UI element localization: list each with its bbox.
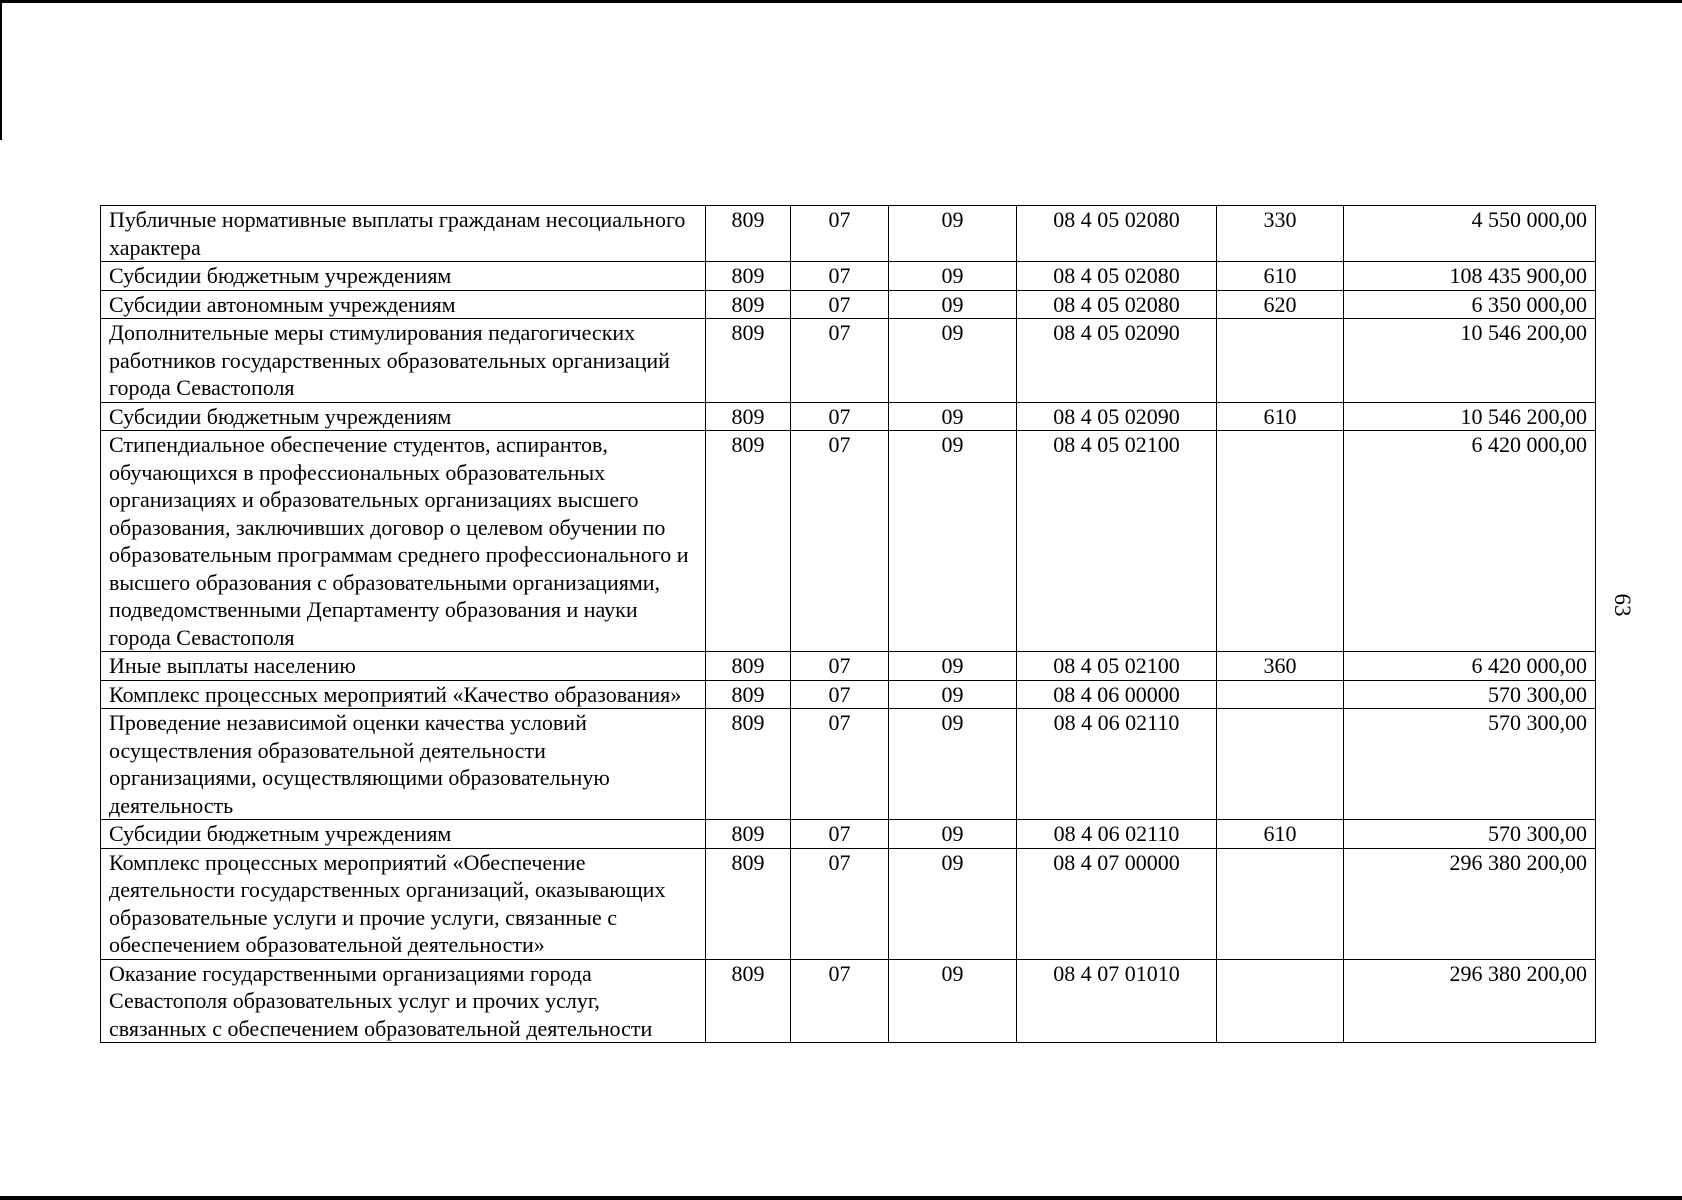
page-number: 63 (1610, 593, 1635, 617)
section-code-cell: 07 (791, 431, 889, 652)
target-article-cell: 08 4 06 02110 (1017, 709, 1217, 820)
subsection-code-cell: 09 (889, 431, 1017, 652)
expense-name-cell: Субсидии бюджетным учреждениям (101, 262, 706, 291)
expense-name-cell: Субсидии автономным учреждениям (101, 290, 706, 319)
expense-type-cell (1217, 848, 1344, 959)
expense-name-cell: Стипендиальное обеспечение студентов, аспирантов, обучающихся в профессиональных образовательных организациях и образовательных организациях высшего образования, заключивших договор о целевом обучении по образовательным программам среднего профессионального и высшего образования с образовательными организациями, подведомственными Департаменту образования и науки города Севастополя (101, 431, 706, 652)
expense-name-cell: Публичные нормативные выплаты гражданам несоциального характера (101, 206, 706, 262)
amount-cell: 6 350 000,00 (1344, 290, 1596, 319)
expense-type-cell: 620 (1217, 290, 1344, 319)
target-article-cell: 08 4 05 02090 (1017, 402, 1217, 431)
expense-type-cell: 330 (1217, 206, 1344, 262)
section-code-cell: 07 (791, 652, 889, 681)
grbs-code-cell: 809 (706, 848, 791, 959)
target-article-cell: 08 4 06 00000 (1017, 680, 1217, 709)
section-code-cell: 07 (791, 959, 889, 1043)
subsection-code-cell: 09 (889, 402, 1017, 431)
section-code-cell: 07 (791, 206, 889, 262)
expense-name-cell: Иные выплаты населению (101, 652, 706, 681)
grbs-code-cell: 809 (706, 431, 791, 652)
target-article-cell: 08 4 05 02080 (1017, 262, 1217, 291)
amount-cell: 10 546 200,00 (1344, 402, 1596, 431)
amount-cell: 296 380 200,00 (1344, 959, 1596, 1043)
table-row (101, 959, 1596, 1043)
expense-type-cell: 360 (1217, 652, 1344, 681)
table-row (101, 820, 1596, 849)
table-row (101, 431, 1596, 652)
expense-type-cell: 610 (1217, 820, 1344, 849)
grbs-code-cell: 809 (706, 680, 791, 709)
expense-type-cell (1217, 319, 1344, 403)
section-code-cell: 07 (791, 262, 889, 291)
section-code-cell: 07 (791, 319, 889, 403)
table-row (101, 262, 1596, 291)
expense-type-cell (1217, 680, 1344, 709)
expense-type-cell: 610 (1217, 262, 1344, 291)
expense-name-cell: Комплекс процессных мероприятий «Обеспечение деятельности государственных организаций, оказывающих образовательные услуги и прочие услуги, связанные с обеспечением образовательной деятельности» (101, 848, 706, 959)
section-code-cell: 07 (791, 848, 889, 959)
table-row (101, 206, 1596, 262)
table-row (101, 402, 1596, 431)
expense-name-cell: Проведение независимой оценки качества условий осуществления образовательной деятельности организациями, осуществляющими образовательную деятельность (101, 709, 706, 820)
amount-cell: 6 420 000,00 (1344, 652, 1596, 681)
amount-cell: 570 300,00 (1344, 820, 1596, 849)
target-article-cell: 08 4 05 02080 (1017, 290, 1217, 319)
table-row (101, 680, 1596, 709)
amount-cell: 296 380 200,00 (1344, 848, 1596, 959)
subsection-code-cell: 09 (889, 262, 1017, 291)
grbs-code-cell: 809 (706, 206, 791, 262)
expense-type-cell (1217, 709, 1344, 820)
amount-cell: 570 300,00 (1344, 709, 1596, 820)
subsection-code-cell: 09 (889, 680, 1017, 709)
section-code-cell: 07 (791, 709, 889, 820)
target-article-cell: 08 4 05 02090 (1017, 319, 1217, 403)
subsection-code-cell: 09 (889, 959, 1017, 1043)
subsection-code-cell: 09 (889, 709, 1017, 820)
expense-name-cell: Комплекс процессных мероприятий «Качество образования» (101, 680, 706, 709)
expense-type-cell (1217, 431, 1344, 652)
target-article-cell: 08 4 06 02110 (1017, 820, 1217, 849)
grbs-code-cell: 809 (706, 290, 791, 319)
scan-edge-top (0, 0, 1682, 3)
subsection-code-cell: 09 (889, 848, 1017, 959)
section-code-cell: 07 (791, 290, 889, 319)
grbs-code-cell: 809 (706, 319, 791, 403)
section-code-cell: 07 (791, 402, 889, 431)
target-article-cell: 08 4 05 02080 (1017, 206, 1217, 262)
table-row (101, 319, 1596, 403)
grbs-code-cell: 809 (706, 262, 791, 291)
target-article-cell: 08 4 07 01010 (1017, 959, 1217, 1043)
grbs-code-cell: 809 (706, 820, 791, 849)
amount-cell: 4 550 000,00 (1344, 206, 1596, 262)
budget-table-body (101, 206, 1596, 1043)
table-row (101, 290, 1596, 319)
section-code-cell: 07 (791, 820, 889, 849)
subsection-code-cell: 09 (889, 319, 1017, 403)
table-row (101, 848, 1596, 959)
expense-name-cell: Дополнительные меры стимулирования педагогических работников государственных образовательных организаций города Севастополя (101, 319, 706, 403)
target-article-cell: 08 4 05 02100 (1017, 652, 1217, 681)
scan-edge-left (0, 0, 2, 140)
subsection-code-cell: 09 (889, 206, 1017, 262)
budget-table (100, 205, 1596, 1043)
expense-name-cell: Оказание государственными организациями города Севастополя образовательных услуг и прочих услуг, связанных с обеспечением образовательной деятельности (101, 959, 706, 1043)
expense-name-cell: Субсидии бюджетным учреждениям (101, 402, 706, 431)
grbs-code-cell: 809 (706, 709, 791, 820)
target-article-cell: 08 4 05 02100 (1017, 431, 1217, 652)
amount-cell: 10 546 200,00 (1344, 319, 1596, 403)
subsection-code-cell: 09 (889, 652, 1017, 681)
expense-type-cell: 610 (1217, 402, 1344, 431)
grbs-code-cell: 809 (706, 402, 791, 431)
expense-name-cell: Субсидии бюджетным учреждениям (101, 820, 706, 849)
amount-cell: 570 300,00 (1344, 680, 1596, 709)
expense-type-cell (1217, 959, 1344, 1043)
scan-edge-bottom (0, 1196, 1682, 1200)
grbs-code-cell: 809 (706, 959, 791, 1043)
section-code-cell: 07 (791, 680, 889, 709)
amount-cell: 108 435 900,00 (1344, 262, 1596, 291)
amount-cell: 6 420 000,00 (1344, 431, 1596, 652)
subsection-code-cell: 09 (889, 290, 1017, 319)
table-row (101, 652, 1596, 681)
table-row (101, 709, 1596, 820)
grbs-code-cell: 809 (706, 652, 791, 681)
subsection-code-cell: 09 (889, 820, 1017, 849)
target-article-cell: 08 4 07 00000 (1017, 848, 1217, 959)
